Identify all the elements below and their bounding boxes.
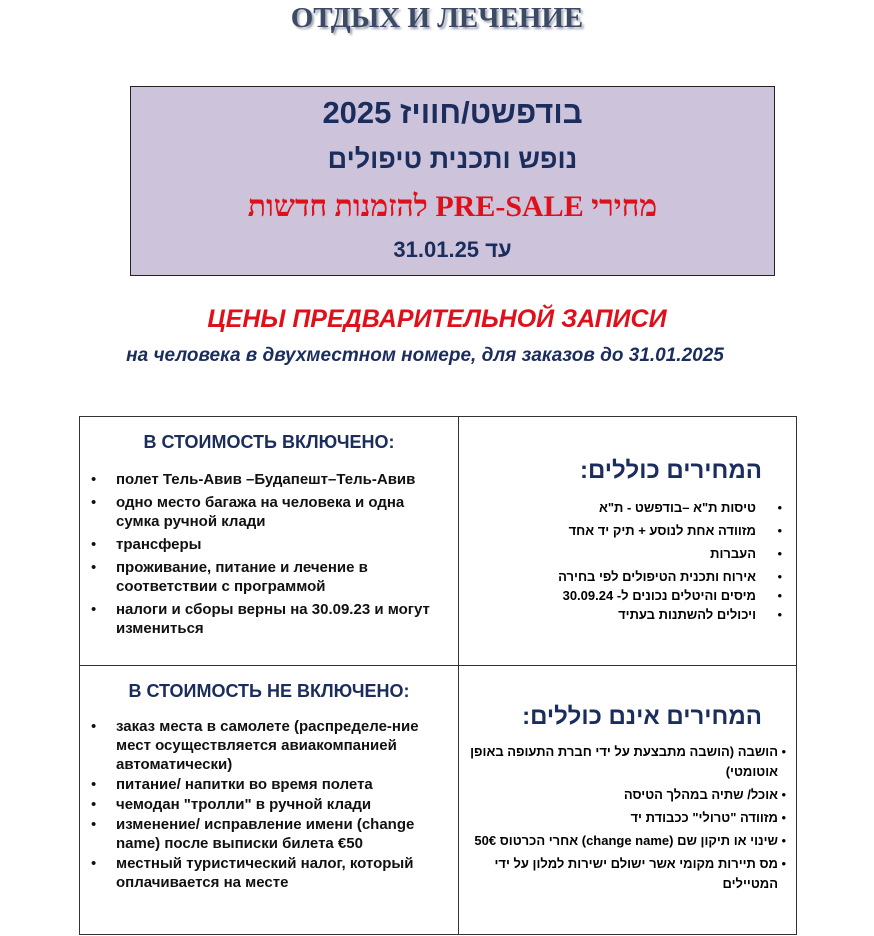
banner-presale: מחירי PRE-SALE להזמנות חדשות xyxy=(247,190,658,223)
list-item: • טיסות ת"א –בודפשט - ת"א xyxy=(466,499,786,516)
included-ru-title: В СТОИМОСТЬ ВКЛЮЧЕНО: xyxy=(143,432,395,452)
presale-banner xyxy=(130,86,775,276)
included-ru-list xyxy=(88,470,448,642)
page-title: ОТДЫХ И ЛЕЧЕНИЕ xyxy=(290,2,584,34)
list-item: • מזוודה אחת לנוסע + תיק יד אחד xyxy=(466,522,786,539)
list-item: • заказ места в самолете (распределе-ние мест осуществляется авиакомпанией автоматически) xyxy=(88,717,448,774)
list-item: • проживание, питание и лечение в соответствии с программой xyxy=(88,558,448,596)
list-item: • одно место багажа на человека и одна сумка ручной клади xyxy=(88,493,448,531)
presale-heading: ЦЕНЫ ПРЕДВАРИТЕЛЬНОЙ ЗАПИСИ xyxy=(207,305,667,333)
included-he-cell xyxy=(458,416,797,666)
excluded-he-cell xyxy=(458,665,797,935)
list-item: • מס תיירות מקומי אשר ישולם ישירות למלון על ידי המטיילים xyxy=(464,854,786,894)
excluded-ru-title: В СТОИМОСТЬ НЕ ВКЛЮЧЕНО: xyxy=(128,681,410,701)
list-item: • ויכולים להשתנות בעתיד xyxy=(466,606,786,623)
excluded-he-list xyxy=(464,742,786,897)
list-item: • изменение/ исправление имени (change name) после выписки билета €50 xyxy=(88,815,448,853)
presale-subheading: на человека в двухместном номере, для заказов до 31.01.2025 xyxy=(126,345,724,366)
included-he-list xyxy=(466,499,786,629)
excluded-ru-list xyxy=(88,717,448,893)
list-item: • полет Тель-Авив –Будапешт–Тель-Авив xyxy=(88,470,448,489)
list-item: • чемодан "тролли" в ручной клади xyxy=(88,795,448,814)
list-item: • הושבה (הושבה מתבצעת על ידי חברת התעופה באופן אוטומטי) xyxy=(464,742,786,782)
list-item: • местный туристический налог, который оплачивается на месте xyxy=(88,854,448,892)
list-item: • налоги и сборы верны на 30.09.23 и могут измениться xyxy=(88,600,448,638)
list-item: • העברות xyxy=(466,545,786,562)
excluded-ru-cell xyxy=(79,665,459,935)
excluded-he-title: המחירים אינם כוללים: xyxy=(522,703,762,730)
included-he-title: המחירים כוללים: xyxy=(579,457,762,484)
list-item: • מיסים והיטלים נכונים ל- 30.09.24 xyxy=(466,587,786,604)
list-item: • трансферы xyxy=(88,535,448,554)
banner-program: נופש ותכנית טיפולים xyxy=(327,144,578,174)
list-item: • אירוח ותכנית הטיפולים לפי בחירה xyxy=(466,568,786,585)
banner-deadline: עד 31.01.25 xyxy=(393,237,512,262)
list-item: • אוכל/ שתיה במהלך הטיסה xyxy=(464,785,786,805)
list-item: • שינוי או תיקון שם (change name) אחרי הכרטוס 50€ xyxy=(464,831,786,851)
included-ru-cell xyxy=(79,416,459,666)
banner-destination: בודפשט/חוויז 2025 xyxy=(322,95,583,130)
list-item: • питание/ напитки во время полета xyxy=(88,775,448,794)
price-terms-table xyxy=(79,416,797,935)
list-item: • מזוודה "טרולי" ככבודת יד xyxy=(464,808,786,828)
